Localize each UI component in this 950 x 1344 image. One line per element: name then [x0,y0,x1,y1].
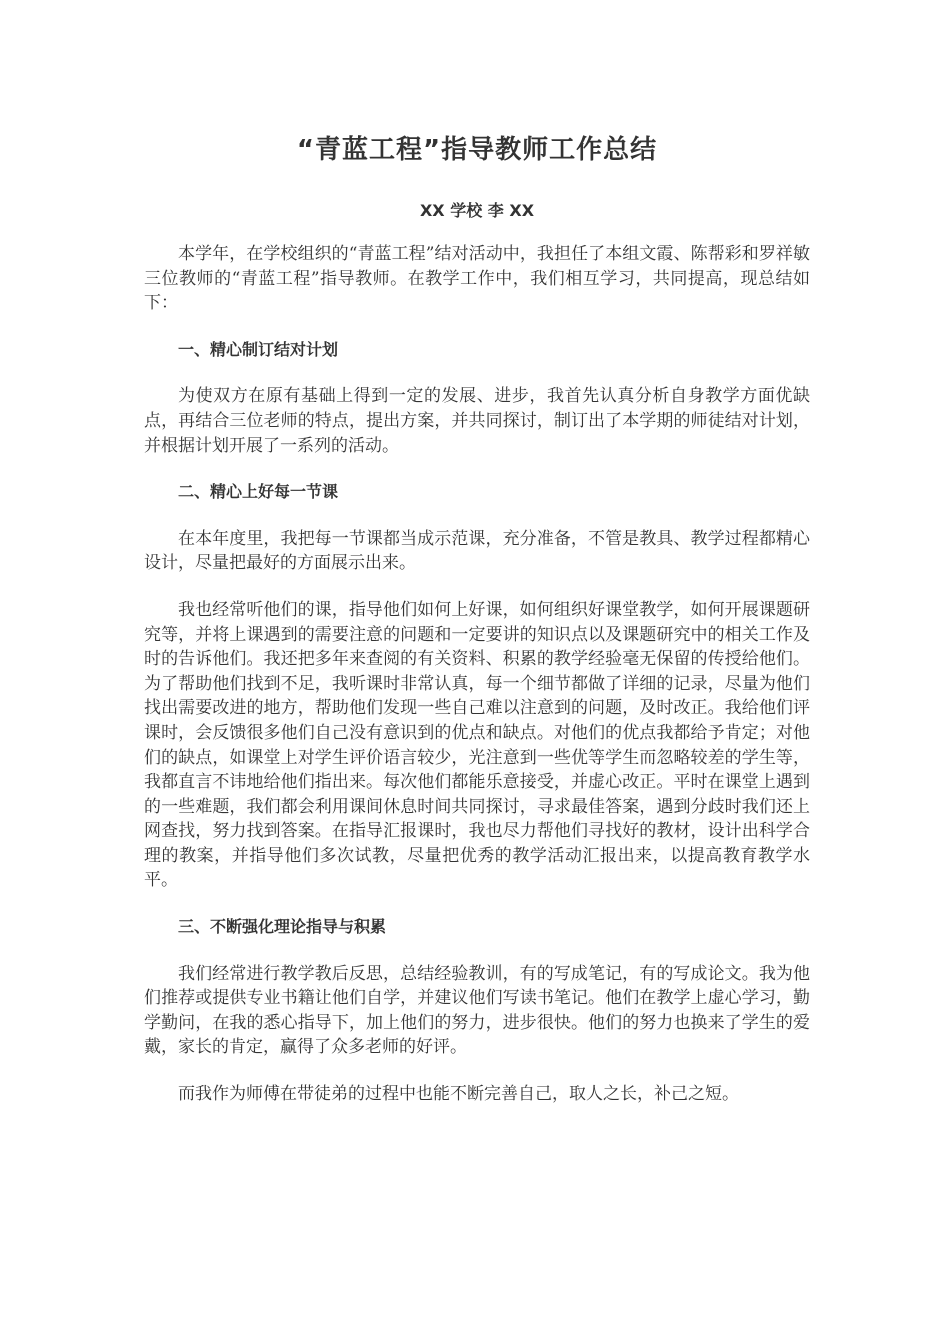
section-2-paragraph-2: 我也经常听他们的课，指导他们如何上好课，如何组织好课堂教学，如何开展课题研究等，并将上课遇到的需要注意的问题和一定要讲的知识点以及课题研究中的相关工作及时的告诉他们。我还把多年来查阅的有关资料、积累的教学经验毫无保留的传授给他们。为了帮助他们找到不足，我听课时非常认真，每一个细节都做了详细的记录，尽量为他们找出需要改进的地方，帮助他们发现一些自己难以注意到的问题，及时改正。我给他们评课时，会反馈很多他们自己没有意识到的优点和缺点。对他们的优点我都给予肯定；对他们的缺点，如课堂上对学生评价语言较少，光注意到一些优等学生而忽略较差的学生等，我都直言不讳地给他们指出来。每次他们都能乐意接受，并虚心改正。平时在课堂上遇到的一些难题，我们都会利用课间休息时间共同探讨，寻求最佳答案，遇到分歧时我们还上网查找，努力找到答案。在指导汇报课时，我也尽力帮他们寻找好的教材，设计出科学合理的教案，并指导他们多次试教，尽量把优秀的教学活动汇报出来，以提高教育教学水平。 [144,599,810,891]
document-author: XX 学校 李 XX [419,201,535,220]
section-2-paragraph-1: 在本年度里，我把每一节课都当成示范课，充分准备，不管是教具、教学过程都精心设计，尽量把最好的方面展示出来。 [144,528,810,574]
section-3-paragraph-2: 而我作为师傅在带徒弟的过程中也能不断完善自己，取人之长，补己之短。 [178,1084,739,1105]
document-body [144,242,810,1129]
intro-paragraph: 本学年，在学校组织的“青蓝工程”结对活动中，我担任了本组文霞、陈帮彩和罗祥敏三位教师的“青蓝工程”指导教师。在教学工作中，我们相互学习，共同提高，现总结如下： [144,244,810,314]
section-heading-1: 一、精心制订结对计划 [178,339,339,359]
section-1-paragraph: 为使双方在原有基础上得到一定的发展、进步，我首先认真分析自身教学方面优缺点，再结合三位老师的特点，提出方案，并共同探讨，制订出了本学期的师徒结对计划，并根据计划开展了一系列的活动。 [144,386,810,456]
section-heading-2: 二、精心上好每一节课 [178,482,339,502]
document-title: “青蓝工程”指导教师工作总结 [296,135,658,165]
section-heading-3: 三、不断强化理论指导与积累 [178,917,387,937]
section-3-paragraph-1: 我们经常进行教学教后反思，总结经验教训，有的写成笔记，有的写成论文。我为他们推荐或提供专业书籍让他们自学，并建议他们写读书笔记。他们在教学上虚心学习，勤学勤问，在我的悉心指导下，加上他们的努力，进步很快。他们的努力也换来了学生的爱戴，家长的肯定，赢得了众多老师的好评。 [144,963,810,1058]
